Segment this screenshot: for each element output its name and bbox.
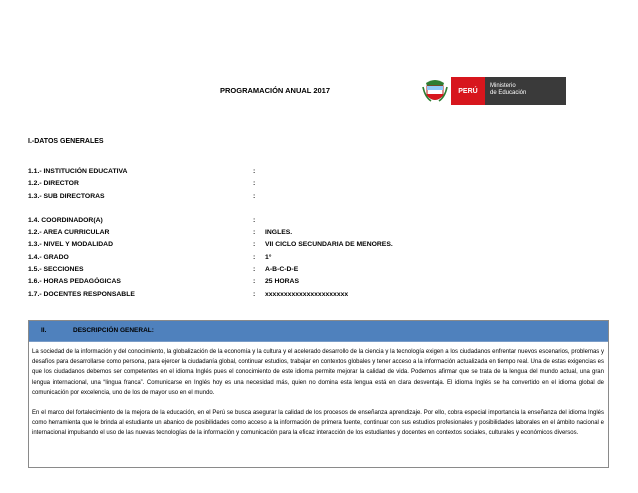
datos-colon: : [253, 180, 256, 188]
datos-row [28, 254, 588, 266]
datos-row [28, 241, 588, 253]
datos-generales-heading: I.-DATOS GENERALES [28, 138, 104, 145]
section-number: II. [41, 327, 47, 334]
peru-label: PERÚ [451, 77, 485, 105]
datos-colon: : [253, 216, 256, 224]
ministry-line-2: de Educación [490, 90, 527, 96]
datos-value: INGLES. [265, 229, 293, 237]
datos-row [28, 291, 588, 303]
datos-label: 1.3.- NIVEL Y MODALIDAD [28, 241, 113, 249]
coat-of-arms-icon [421, 77, 449, 105]
datos-colon: : [253, 290, 256, 298]
datos-label: 1.3.- SUB DIRECTORAS [28, 192, 105, 200]
datos-row [28, 168, 588, 180]
datos-value: 1° [265, 253, 272, 261]
datos-colon: : [253, 168, 256, 175]
datos-label: 1.2.- AREA CURRICULAR [28, 229, 110, 237]
datos-row [28, 180, 588, 192]
datos-label: 1.4.- GRADO [28, 253, 69, 261]
datos-colon: : [253, 241, 256, 249]
row-spacer [28, 205, 588, 217]
datos-label: 1.4. COORDINADOR(A) [28, 216, 103, 224]
paragraph: La sociedad de la información y del conocimiento, la globalización de la economía y la cultura y el acelerado desarrollo de la ciencia y la tecnología exigen a los ciudadanos enfrentar nuevos escenarios, problemas y desafíos para desarrollarse como persona, para ejercer la ciudadanía global, continuar estudios, trabajar en contextos globales y tener acceso a la información actualizada en tiempo real. Una de estas exigencias es que los ciudadanos debemos ser competentes en el idioma Inglés pues el conocimiento de este idioma permite mejorar la calidad de vida. Podemos afirmar que se trata de la lengua del mundo actual, una gran lengua internacional, una “lingua franca”. Comunicarse en Inglés hoy es una necesidad más, quien no domina esta lengua está en clara desventaja. El idioma Inglés se ha convertido en el idioma global de comunicación por excelencia, uno de los de mayor uso en el mundo. [32, 349, 604, 396]
datos-colon: : [253, 192, 256, 200]
datos-row [28, 193, 588, 205]
datos-row [28, 229, 588, 241]
datos-row [28, 217, 588, 229]
datos-label: 1.2.- DIRECTOR [28, 180, 79, 188]
ministry-logo [421, 77, 566, 105]
ministry-label [485, 77, 566, 105]
descripcion-body [29, 342, 608, 439]
datos-value: VII CICLO SECUNDARIA DE MENORES. [265, 241, 393, 249]
datos-colon: : [253, 229, 256, 237]
datos-label: 1.5.- SECCIONES [28, 266, 84, 274]
datos-label: 1.1.- INSTITUCIÓN EDUCATIVA [28, 168, 128, 175]
datos-colon: : [253, 278, 256, 286]
descripcion-header [29, 321, 608, 342]
datos-label: 1.7.- DOCENTES RESPONSABLE [28, 290, 135, 298]
section-heading: DESCRIPCIÓN GENERAL: [73, 327, 154, 334]
datos-label: 1.6.- HORAS PEDAGÓGICAS [28, 278, 121, 286]
descripcion-general-table [28, 320, 609, 468]
paragraph: En el marco del fortalecimiento de la mejora de la educación, en el Perú se busca asegurar la calidad de los procesos de enseñanza aprendizaje. Por ello, cobra especial importancia la enseñanza del idioma Inglés como herramienta que le brinda al estudiante un abanico de posibilidades como acceso a la información de primera fuente, continuar con sus estudios profesionales y posibilidades laborales en el ámbito nacional e internacional impulsando el uso de las nuevas tecnologías de la información y comunicación para la eficaz interacción de los estudiantes y docentes en contextos sociales, culturales y económicos diversos. [32, 410, 604, 437]
ministry-line-1: Ministerio [490, 83, 516, 89]
datos-value: A-B-C-D-E [265, 266, 299, 274]
page-title: PROGRAMACIÓN ANUAL 2017 [220, 86, 331, 95]
datos-colon: : [253, 253, 256, 261]
datos-row [28, 278, 588, 290]
datos-value: 25 HORAS [265, 278, 299, 286]
datos-colon: : [253, 266, 256, 274]
datos-value: xxxxxxxxxxxxxxxxxxxxxx [265, 290, 349, 298]
datos-row [28, 266, 588, 278]
datos-generales-list [28, 168, 588, 303]
